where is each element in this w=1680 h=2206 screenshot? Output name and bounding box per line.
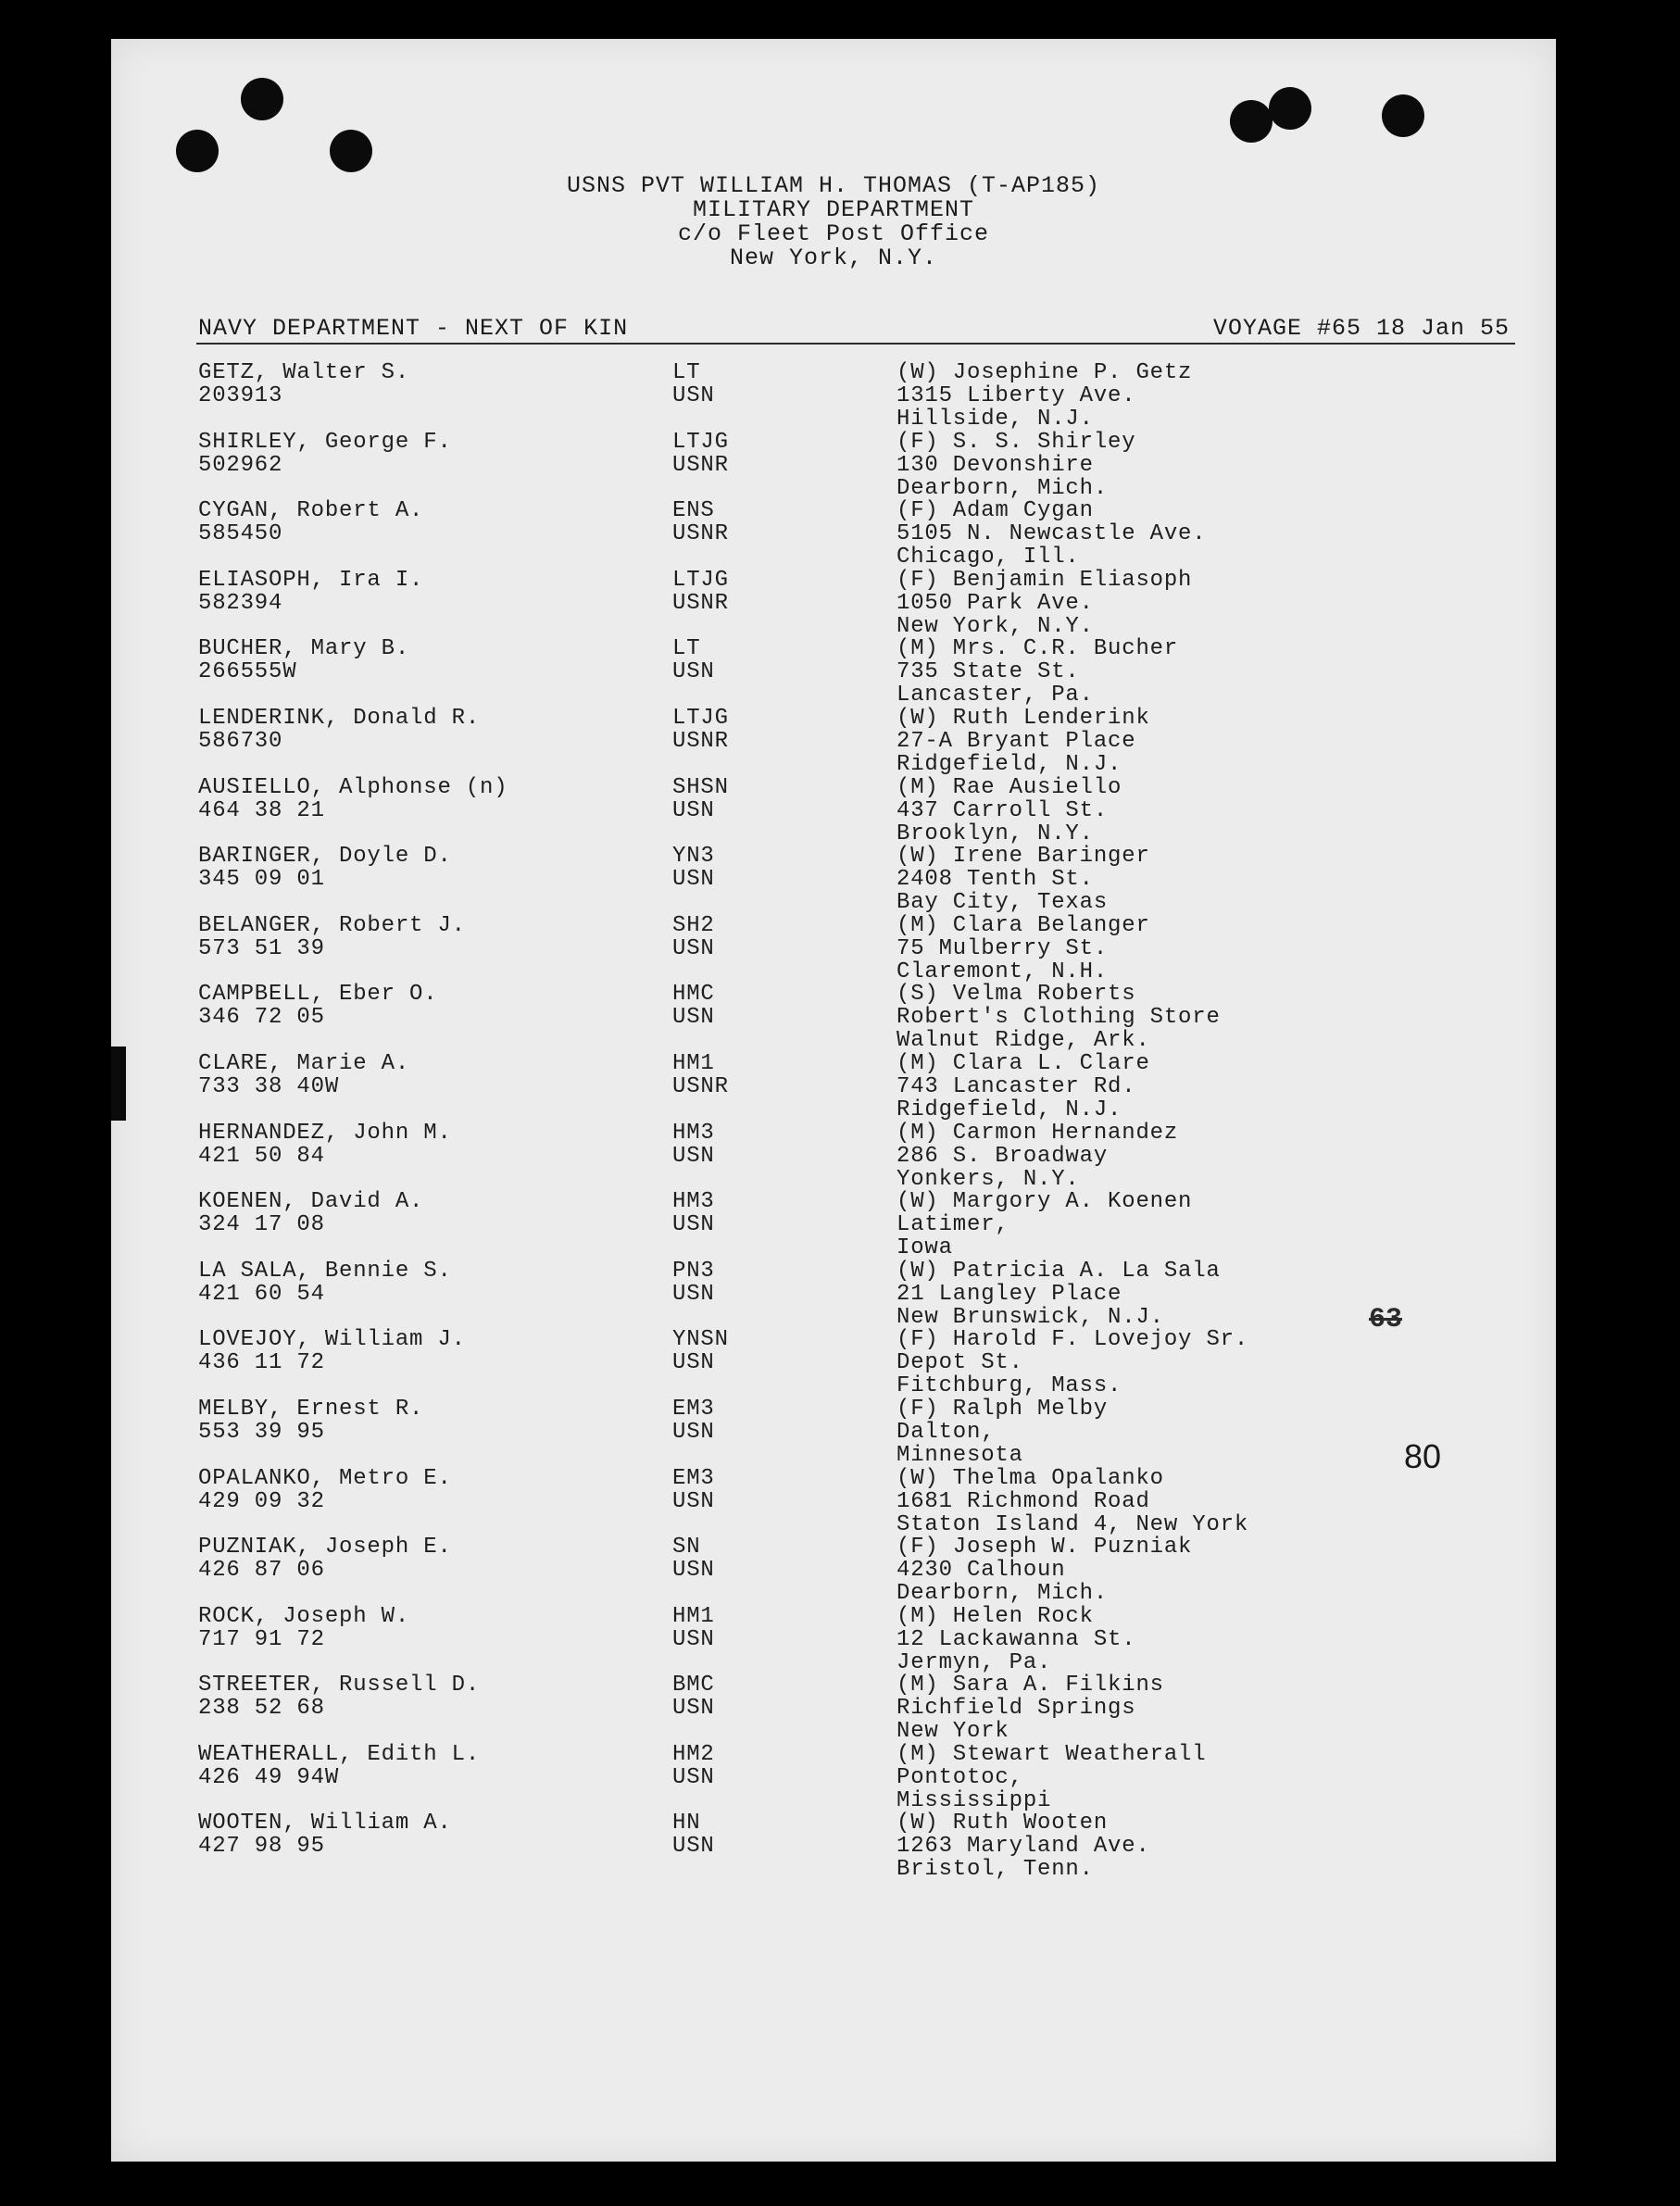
list-item — [111, 1122, 1556, 1191]
kin-address-line1: 21 Langley Place — [896, 1281, 1122, 1307]
list-item — [111, 361, 1556, 431]
branch: USN — [672, 1696, 715, 1722]
voyage-date: VOYAGE #65 18 Jan 55 — [1212, 315, 1510, 342]
kin-address-line1: 735 State St. — [896, 659, 1080, 685]
service-member — [198, 914, 466, 960]
rank: HM2 — [672, 1741, 715, 1767]
member-name: CYGAN, Robert A. — [198, 498, 424, 524]
member-name: MELBY, Ernest R. — [198, 1396, 424, 1422]
member-name: GETZ, Walter S. — [198, 360, 410, 385]
rank-branch — [672, 1811, 715, 1858]
kin-name: (M) Stewart Weatherall — [896, 1741, 1207, 1767]
rank: SHSN — [672, 774, 729, 800]
member-name: ROCK, Joseph W. — [198, 1603, 410, 1629]
kin-address-line2: Ridgefield, N.J. — [896, 751, 1122, 777]
kin-address-line2: Minnesota — [896, 1442, 1023, 1468]
rank-branch — [672, 707, 729, 753]
kin-address-line1: 4230 Calhoun — [896, 1558, 1066, 1584]
kin-name: (F) Adam Cygan — [896, 498, 1094, 524]
rank-branch — [672, 914, 715, 960]
service-number: 346 72 05 — [198, 1005, 325, 1031]
kin-address-line2: Bristol, Tenn. — [896, 1857, 1094, 1883]
kin-address-line2: Ridgefield, N.J. — [896, 1097, 1122, 1122]
kin-address-line1: 75 Mulberry St. — [896, 935, 1109, 961]
service-member — [198, 845, 452, 891]
next-of-kin — [896, 499, 1206, 569]
list-title: NAVY DEPARTMENT - NEXT OF KIN — [198, 315, 629, 342]
kin-address-line2: Yonkers, N.Y. — [896, 1166, 1080, 1192]
rank-branch — [672, 1673, 715, 1720]
next-of-kin — [896, 707, 1150, 776]
kin-address-line2: Hillside, N.J. — [896, 407, 1094, 432]
list-item — [111, 1260, 1556, 1329]
member-name: LENDERINK, Donald R. — [198, 705, 481, 731]
next-of-kin — [896, 1052, 1150, 1122]
list-item — [111, 914, 1556, 984]
rank-branch — [672, 1122, 715, 1168]
member-name: STREETER, Russell D. — [198, 1673, 481, 1698]
next-of-kin — [896, 1743, 1206, 1812]
member-name: LA SALA, Bennie S. — [198, 1258, 452, 1284]
punch-hole — [1230, 100, 1273, 143]
rank: HN — [672, 1811, 701, 1836]
service-number: 717 91 72 — [198, 1626, 325, 1652]
kin-name: (M) Clara L. Clare — [896, 1050, 1150, 1076]
kin-address-line2: Jermyn, Pa. — [896, 1649, 1052, 1675]
next-of-kin — [896, 1535, 1192, 1605]
member-name: BUCHER, Mary B. — [198, 636, 410, 662]
branch: USN — [672, 1488, 715, 1514]
kin-address-line1: 5105 N. Newcastle Ave. — [896, 521, 1207, 547]
punch-hole — [241, 78, 283, 120]
kin-name: (W) Josephine P. Getz — [896, 360, 1193, 385]
kin-name: (S) Velma Roberts — [896, 982, 1136, 1008]
kin-address-line1: 1263 Maryland Ave. — [896, 1834, 1150, 1860]
rank: HMC — [672, 982, 715, 1008]
kin-name: (W) Margory A. Koenen — [896, 1189, 1193, 1215]
next-of-kin — [896, 1673, 1164, 1743]
service-member — [198, 1328, 466, 1374]
punch-hole — [1269, 87, 1311, 130]
next-of-kin-list — [111, 361, 1556, 1881]
list-item — [111, 1190, 1556, 1260]
list-item — [111, 1328, 1556, 1398]
rank: HM3 — [672, 1120, 715, 1146]
kin-name: (F) Harold F. Lovejoy Sr. — [896, 1327, 1249, 1353]
next-of-kin — [896, 1260, 1221, 1329]
member-name: WEATHERALL, Edith L. — [198, 1741, 481, 1767]
list-item — [111, 1535, 1556, 1605]
next-of-kin — [896, 569, 1192, 638]
kin-name: (F) Joseph W. Puzniak — [896, 1535, 1193, 1560]
branch: USNR — [672, 590, 729, 616]
service-number: 429 09 32 — [198, 1488, 325, 1514]
service-number: 582394 — [198, 590, 283, 616]
rank: HM1 — [672, 1050, 715, 1076]
rank-branch — [672, 1328, 729, 1374]
branch: USN — [672, 867, 715, 893]
service-number: 464 38 21 — [198, 797, 325, 823]
rank: LTJG — [672, 567, 729, 593]
kin-address-line1: Depot St. — [896, 1350, 1023, 1376]
list-item — [111, 499, 1556, 569]
service-number: 586730 — [198, 728, 283, 754]
service-member — [198, 1260, 452, 1306]
list-item — [111, 1052, 1556, 1122]
rank-branch — [672, 1743, 715, 1789]
next-of-kin — [896, 1811, 1150, 1881]
punch-hole — [330, 130, 372, 172]
service-member — [198, 1398, 423, 1444]
kin-name: (M) Sara A. Filkins — [896, 1673, 1164, 1698]
kin-address-line1: 743 Lancaster Rd. — [896, 1073, 1136, 1099]
kin-address-line1: 1315 Liberty Ave. — [896, 383, 1136, 408]
service-number: 203913 — [198, 383, 283, 408]
kin-address-line1: 437 Carroll St. — [896, 797, 1109, 823]
kin-name: (W) Ruth Lenderink — [896, 705, 1150, 731]
service-number: 733 38 40W — [198, 1073, 340, 1099]
kin-name: (M) Carmon Hernandez — [896, 1120, 1179, 1146]
service-member — [198, 1190, 423, 1236]
kin-address-line2: Mississippi — [896, 1787, 1052, 1813]
kin-address-line1: Dalton, — [896, 1419, 996, 1445]
kin-name: (M) Helen Rock — [896, 1603, 1094, 1629]
rank: LTJG — [672, 705, 729, 731]
service-member — [198, 1467, 452, 1513]
kin-address-line1: Richfield Springs — [896, 1696, 1136, 1722]
member-name: SHIRLEY, George F. — [198, 429, 452, 455]
member-name: OPALANKO, Metro E. — [198, 1465, 452, 1491]
branch: USN — [672, 659, 715, 685]
next-of-kin — [896, 914, 1150, 984]
next-of-kin — [896, 1328, 1248, 1398]
service-member — [198, 637, 409, 683]
service-member — [198, 569, 423, 615]
service-member — [198, 361, 409, 407]
service-member — [198, 1605, 409, 1651]
kin-address-line2: Bay City, Texas — [896, 890, 1109, 916]
kin-name: (F) Benjamin Eliasoph — [896, 567, 1193, 593]
list-item — [111, 1673, 1556, 1743]
list-item — [111, 637, 1556, 707]
rank: ENS — [672, 498, 715, 524]
rank: YNSN — [672, 1327, 729, 1353]
document-page — [111, 39, 1556, 2162]
letterhead — [111, 174, 1556, 270]
rank-branch — [672, 1260, 715, 1306]
kin-name: (F) Ralph Melby — [896, 1396, 1109, 1422]
kin-address-line2: Fitchburg, Mass. — [896, 1373, 1122, 1399]
kin-address-line1: 27-A Bryant Place — [896, 728, 1136, 754]
branch: USN — [672, 1764, 715, 1790]
service-member — [198, 1122, 452, 1168]
next-of-kin — [896, 1398, 1108, 1467]
service-number: 585450 — [198, 521, 283, 547]
member-name: KOENEN, David A. — [198, 1189, 424, 1215]
branch: USN — [672, 1143, 715, 1169]
kin-address-line1: 1050 Park Ave. — [896, 590, 1094, 616]
rank: LTJG — [672, 429, 729, 455]
member-name: PUZNIAK, Joseph E. — [198, 1535, 452, 1560]
next-of-kin — [896, 1605, 1135, 1674]
service-number: 553 39 95 — [198, 1419, 325, 1445]
rank: SH2 — [672, 912, 715, 938]
branch: USN — [672, 1419, 715, 1445]
rank: LT — [672, 636, 701, 662]
list-item — [111, 983, 1556, 1052]
kin-address-line2: Staton Island 4, New York — [896, 1511, 1249, 1537]
kin-address-line2: New Brunswick, N.J. — [896, 1304, 1164, 1330]
list-item — [111, 776, 1556, 846]
service-member — [198, 1743, 480, 1789]
kin-address-line2: Brooklyn, N.Y. — [896, 821, 1094, 846]
kin-address-line2: New York — [896, 1719, 1009, 1745]
rank-branch — [672, 845, 715, 891]
branch: USN — [672, 383, 715, 408]
kin-address-line1: Robert's Clothing Store — [896, 1005, 1221, 1031]
service-member — [198, 499, 423, 545]
list-item — [111, 1605, 1556, 1674]
member-name: BELANGER, Robert J. — [198, 912, 466, 938]
list-item — [111, 1467, 1556, 1536]
list-item — [111, 845, 1556, 914]
member-name: HERNANDEZ, John M. — [198, 1120, 452, 1146]
branch: USNR — [672, 521, 729, 547]
rank-branch — [672, 569, 729, 615]
service-number: 266555W — [198, 659, 297, 685]
next-of-kin — [896, 1190, 1192, 1260]
service-member — [198, 707, 480, 753]
kin-address-line1: 286 S. Broadway — [896, 1143, 1109, 1169]
rank: SN — [672, 1535, 701, 1560]
service-member — [198, 776, 508, 822]
branch: USN — [672, 1005, 715, 1031]
rank-branch — [672, 1535, 715, 1582]
kin-address-line2: Iowa — [896, 1235, 953, 1261]
rank-branch — [672, 431, 729, 477]
service-number: 427 98 95 — [198, 1834, 325, 1860]
kin-name: (M) Clara Belanger — [896, 912, 1150, 938]
member-name: LOVEJOY, William J. — [198, 1327, 466, 1353]
branch: USN — [672, 797, 715, 823]
kin-address-line2: Claremont, N.H. — [896, 959, 1109, 984]
next-of-kin — [896, 361, 1192, 431]
punch-hole — [176, 130, 219, 172]
member-name: AUSIELLO, Alphonse (n) — [198, 774, 508, 800]
kin-address-line1: 1681 Richmond Road — [896, 1488, 1150, 1514]
member-name: ELIASOPH, Ira I. — [198, 567, 424, 593]
service-member — [198, 1811, 452, 1858]
list-item — [111, 1811, 1556, 1881]
letterhead-post-office: c/o Fleet Post Office — [677, 220, 990, 247]
member-name: WOOTEN, William A. — [198, 1811, 452, 1836]
service-member — [198, 1052, 409, 1098]
kin-address-line1: 2408 Tenth St. — [896, 867, 1094, 893]
service-number: 324 17 08 — [198, 1212, 325, 1238]
kin-address-line2: Dearborn, Mich. — [896, 1581, 1109, 1607]
punch-hole — [1382, 94, 1424, 137]
kin-name: (M) Rae Ausiello — [896, 774, 1122, 800]
next-of-kin — [896, 1122, 1178, 1191]
list-item — [111, 1398, 1556, 1467]
rank-branch — [672, 1398, 715, 1444]
rank: HM1 — [672, 1603, 715, 1629]
list-item — [111, 707, 1556, 776]
list-item — [111, 1743, 1556, 1812]
kin-address-line1: 12 Lackawanna St. — [896, 1626, 1136, 1652]
rank: YN3 — [672, 844, 715, 870]
letterhead-ship: USNS PVT WILLIAM H. THOMAS (T-AP185) — [566, 172, 1101, 199]
kin-name: (W) Irene Baringer — [896, 844, 1150, 870]
service-number: 426 87 06 — [198, 1558, 325, 1584]
next-of-kin — [896, 776, 1122, 846]
rank-branch — [672, 776, 729, 822]
kin-address-line2: New York, N.Y. — [896, 613, 1094, 639]
member-name: CAMPBELL, Eber O. — [198, 982, 438, 1008]
service-member — [198, 983, 437, 1029]
branch: USN — [672, 1834, 715, 1860]
kin-address-line1: Pontotoc, — [896, 1764, 1023, 1790]
service-member — [198, 1535, 452, 1582]
branch: USN — [672, 1281, 715, 1307]
rank-branch — [672, 1052, 729, 1098]
list-item — [111, 569, 1556, 638]
rank-branch — [672, 499, 729, 545]
kin-address-line2: Lancaster, Pa. — [896, 683, 1094, 708]
page-number: 80 — [1404, 1437, 1442, 1475]
rank: PN3 — [672, 1258, 715, 1284]
letterhead-city: New York, N.Y. — [729, 244, 938, 271]
branch: USN — [672, 935, 715, 961]
branch: USNR — [672, 452, 729, 478]
rank-branch — [672, 637, 715, 683]
kin-address-line2: Dearborn, Mich. — [896, 475, 1109, 501]
service-number: 421 50 84 — [198, 1143, 325, 1169]
letterhead-department: MILITARY DEPARTMENT — [692, 196, 975, 223]
next-of-kin — [896, 1467, 1248, 1536]
branch: USN — [672, 1558, 715, 1584]
service-number: 573 51 39 — [198, 935, 325, 961]
kin-name: (F) S. S. Shirley — [896, 429, 1136, 455]
list-item — [111, 431, 1556, 500]
service-number: 502962 — [198, 452, 283, 478]
kin-name: (W) Patricia A. La Sala — [896, 1258, 1221, 1284]
rank: LT — [672, 360, 701, 385]
next-of-kin — [896, 637, 1178, 707]
service-number: 345 09 01 — [198, 867, 325, 893]
branch: USN — [672, 1212, 715, 1238]
service-number: 436 11 72 — [198, 1350, 325, 1376]
branch: USNR — [672, 1073, 729, 1099]
rank: BMC — [672, 1673, 715, 1698]
member-name: BARINGER, Doyle D. — [198, 844, 452, 870]
kin-name: (W) Ruth Wooten — [896, 1811, 1109, 1836]
service-number: 421 60 54 — [198, 1281, 325, 1307]
next-of-kin — [896, 983, 1221, 1052]
service-member — [198, 431, 452, 477]
kin-address-line1: Latimer, — [896, 1212, 1009, 1238]
kin-name: (M) Mrs. C.R. Bucher — [896, 636, 1179, 662]
next-of-kin — [896, 431, 1135, 500]
branch: USN — [672, 1626, 715, 1652]
rank: EM3 — [672, 1396, 715, 1422]
header-underline — [196, 343, 1515, 345]
kin-address-line1: 130 Devonshire — [896, 452, 1094, 478]
rank-branch — [672, 1605, 715, 1651]
branch: USNR — [672, 728, 729, 754]
service-member — [198, 1673, 480, 1720]
branch: USN — [672, 1350, 715, 1376]
kin-address-line2: Walnut Ridge, Ark. — [896, 1028, 1150, 1054]
rank: HM3 — [672, 1189, 715, 1215]
rank-branch — [672, 983, 715, 1029]
struck-margin-note: 63 — [1369, 1304, 1403, 1335]
rank: EM3 — [672, 1465, 715, 1491]
service-number: 238 52 68 — [198, 1696, 325, 1722]
member-name: CLARE, Marie A. — [198, 1050, 410, 1076]
kin-address-line2: Chicago, Ill. — [896, 545, 1080, 570]
rank-branch — [672, 361, 715, 407]
rank-branch — [672, 1190, 715, 1236]
kin-name: (W) Thelma Opalanko — [896, 1465, 1164, 1491]
next-of-kin — [896, 845, 1150, 914]
rank-branch — [672, 1467, 715, 1513]
service-number: 426 49 94W — [198, 1764, 340, 1790]
